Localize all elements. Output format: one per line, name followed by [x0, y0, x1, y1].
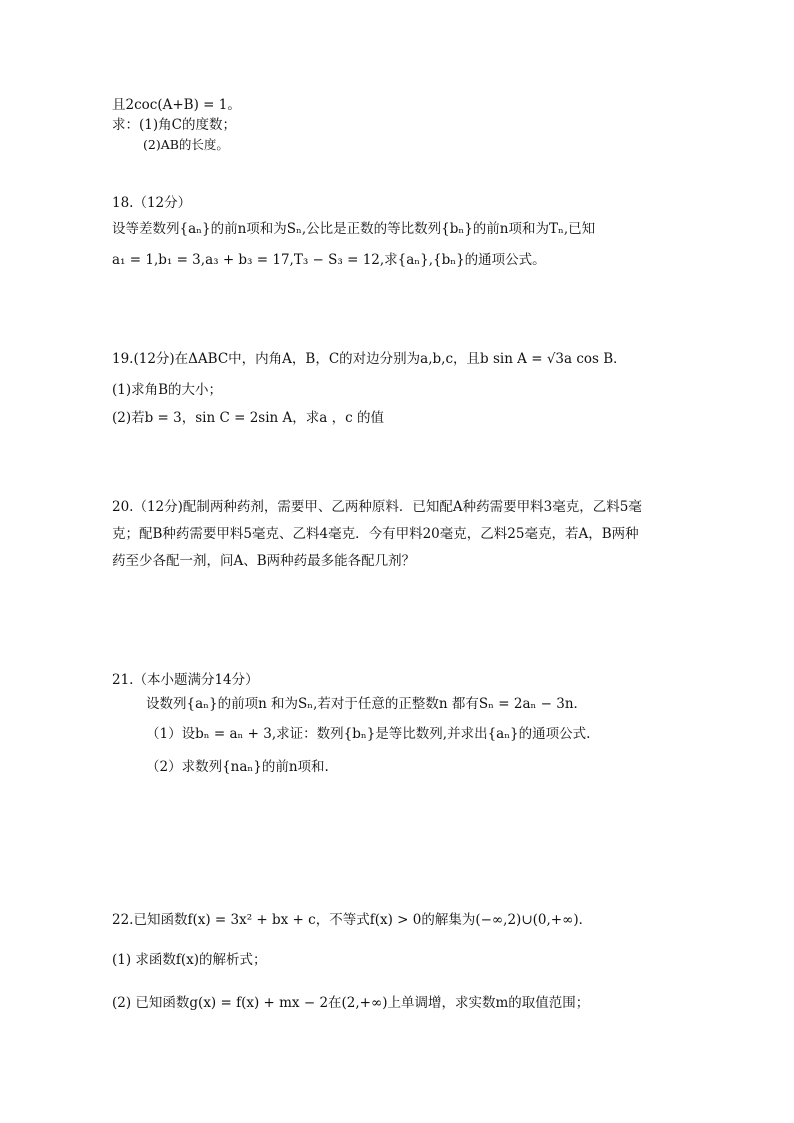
p18-header: 18.（12分） — [112, 195, 192, 211]
p22-question-1: (1) 求函数f(x)的解析式； — [112, 952, 267, 968]
p20-text-1: 20.（12分)配制两种药剂，需要甲、乙两种原料．已知配A种药需要甲料3毫克，乙料5毫 — [112, 499, 642, 515]
p21-question-1: （1）设bₙ = aₙ + 3,求证：数列{bₙ}是等比数列,并求出{aₙ}的通项公式. — [146, 726, 591, 742]
p17-question-1: 求：(1)角C的度数； — [112, 117, 236, 133]
p21-header: 21.（本小题满分14分） — [112, 672, 259, 688]
p20-text-3: 药至少各配一剂，问A、B两种药最多能各配几剂？ — [112, 553, 416, 569]
p22-text: 22.已知函数f(x) = 3x² + bx + c，不等式f(x) > 0的解集为(−∞,2)∪(0,+∞)． — [112, 912, 593, 928]
p17-condition: 且2coc(A+B) = 1。 — [112, 97, 241, 113]
p18-text-1: 设等差数列{aₙ}的前n项和为Sₙ,公比是正数的等比数列{bₙ}的前n项和为Tₙ,已知 — [112, 221, 596, 237]
p20-text-2: 克；配B种药需要甲料5毫克、乙料4毫克．今有甲料20毫克，乙料25毫克，若A，B两种 — [112, 526, 639, 542]
p18-text-2: a₁ = 1,b₁ = 3,a₃ + b₃ = 17,T₃ − S₃ = 12,求{aₙ},{bₙ}的通项公式。 — [112, 252, 546, 268]
p19-text: 19.(12分)在ΔABC中，内角A，B，C的对边分别为a,b,c，且b sin A = √3a cos B． — [112, 351, 627, 367]
p19-question-2: (2)若b = 3，sin C = 2sin A，求a ，c 的值 — [112, 410, 384, 426]
p22-question-2: (2) 已知函数g(x) = f(x) + mx − 2在(2,+∞)上单调增，求实数m的取值范围； — [112, 995, 590, 1011]
p21-question-2: （2）求数列{naₙ}的前n项和. — [146, 759, 329, 775]
p21-text: 设数列{aₙ}的前项n 和为Sₙ,若对于任意的正整数n 都有Sₙ = 2aₙ − 3n． — [146, 696, 588, 712]
p17-question-2: (2)AB的长度。 — [143, 137, 229, 152]
p19-question-1: (1)求角B的大小； — [112, 382, 223, 398]
